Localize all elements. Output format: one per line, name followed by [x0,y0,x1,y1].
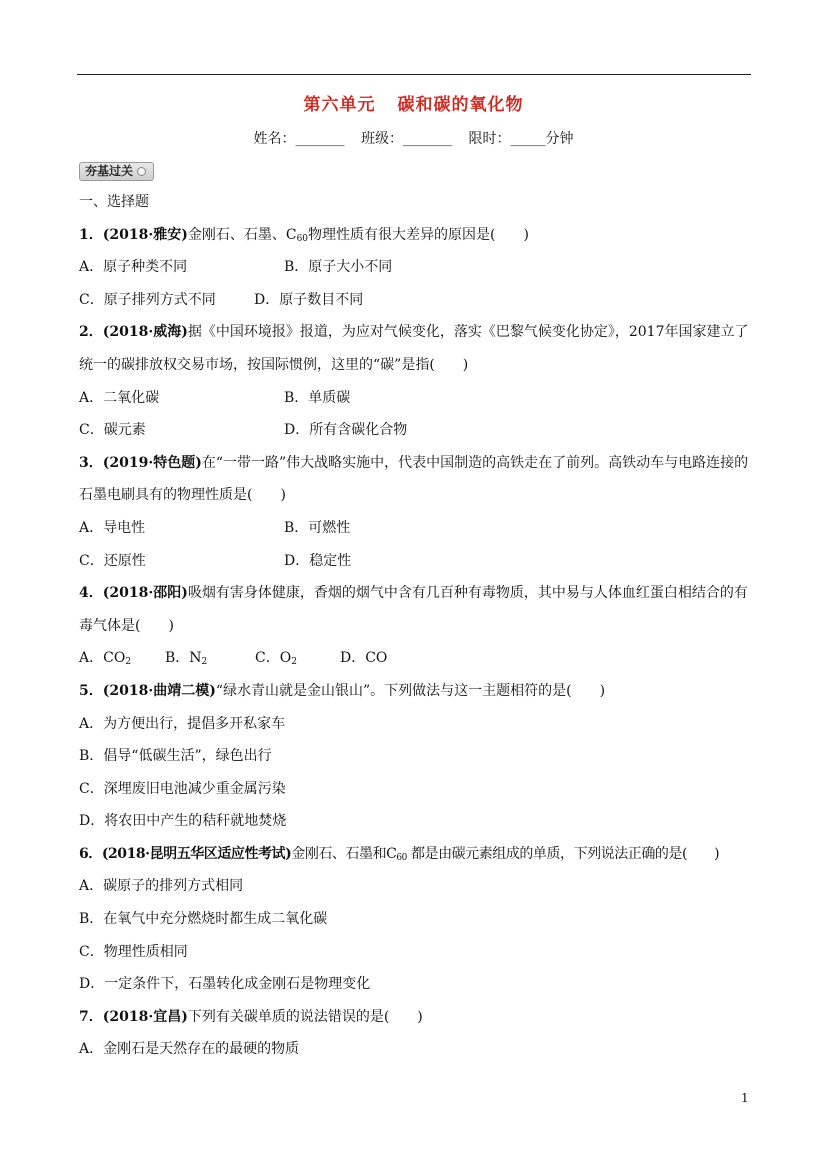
option-d: D．所有含碳化合物 [284,422,408,439]
option-b: B．$N_2$ [165,650,208,668]
option-d: D．稳定性 [284,552,352,569]
option-c: C．深埋废旧电池减少重金属污染 [79,780,286,797]
question-source: (2018·雅安) [102,226,188,243]
option-c: C．碳元素 [79,422,146,439]
question-1-stem: 1．(2018·雅安)金刚石、石墨、$C_{60}$物理性质有很大差异的原因是( ) [79,226,529,244]
option-d: D．将农田中产生的秸秆就地焚烧 [79,813,287,830]
option-c: C．物理性质相同 [79,943,188,960]
section-badge [79,162,154,181]
name-field: 姓名：_______ [253,131,345,147]
option-b: B．原子大小不同 [284,259,393,276]
option-d: D．一定条件下，石墨转化成金刚石是物理变化 [79,976,371,993]
question-2-options-cd [79,414,751,447]
question-number: 7． [79,1008,103,1025]
page-number: 1 [741,1091,749,1105]
question-1-options-cd [79,284,751,317]
option-a: A．导电性 [79,519,146,536]
question-2-stem: 2．(2018·威海)据《中国环境报》报道，为应对气候变化，落实《巴黎气候变化协定》，2017年国家建立了统一的碳排放权交易市场，按国际惯例，这里的“碳”是指( ) [79,324,749,373]
badge-circle-icon [137,167,146,176]
option-c: C．$O_2$ [255,650,297,668]
question-number: 3． [79,454,103,471]
question-number: 6． [79,845,102,862]
page-title [0,90,827,115]
option-a: A．为方便出行，提倡多开私家车 [79,715,286,732]
question-3-options-cd [79,545,751,578]
option-a: A．原子种类不同 [79,259,188,276]
option-c: C．原子排列方式不同 [79,291,216,308]
question-source: (2018·邵阳) [102,585,188,602]
question-7-stem: 7．(2018·宜昌)下列有关碳单质的说法错误的是( ) [79,1008,423,1025]
option-b: B．倡导“低碳生活”，绿色出行 [79,748,272,765]
question-source: (2018·曲靖二模) [102,682,216,699]
option-b: B．单质碳 [284,389,351,406]
question-source: (2019·特色题) [102,454,202,471]
question-4-options [79,642,751,675]
question-5-stem: 5．(2018·曲靖二模)“绿水青山就是金山银山”。下列做法与这一主题相符的是( ) [79,682,606,699]
question-number: 4． [79,585,103,602]
title-unit: 第六单元 [303,95,376,115]
option-b: B．在氧气中充分燃烧时都生成二氧化碳 [79,911,328,928]
student-info-line [0,128,827,148]
option-b: B．可燃性 [284,519,351,536]
question-4-stem: 4．(2018·邵阳)吸烟有害身体健康，香烟的烟气中含有几百种有毒物质，其中易与人体血红蛋白相结合的有毒气体是( ) [79,585,748,634]
question-source: (2018·昆明五华区适应性考试) [101,845,292,862]
option-a: A．$CO_2$ [79,650,132,668]
question-source: (2018·宜昌) [102,1008,188,1025]
question-number: 2． [79,324,103,341]
question-list [79,186,751,1066]
question-2-options-ab [79,382,751,415]
question-1-options-ab [79,251,751,284]
title-topic: 碳和碳的氧化物 [397,95,524,115]
question-3-options-ab [79,512,751,545]
time-limit-field: 限时：_____分钟 [468,131,574,147]
option-c: C．还原性 [79,552,146,569]
badge-label: 夯基过关 [85,164,134,178]
question-number: 5． [79,682,103,699]
class-field: 班级：_______ [361,131,452,147]
option-d: D．CO [340,650,388,667]
section-heading: 一、选择题 [79,194,149,210]
header-rule [77,74,751,75]
option-a: A．二氧化碳 [79,389,160,406]
question-6-stem: 6．(2018·昆明五华区适应性考试)金刚石、石墨和$C_{60}$ 都是由碳元素组成的单质，下列说法正确的是( ) [79,845,720,863]
question-3-stem: 3．(2019·特色题)在“一带一路”伟大战略实施中，代表中国制造的高铁走在了前列。高铁动车与电路连接的石墨电刷具有的物理性质是( ) [79,454,749,504]
question-source: (2018·威海) [102,324,188,341]
option-a: A．金刚石是天然存在的最硬的物质 [79,1041,300,1058]
question-number: 1． [79,226,103,243]
option-a: A．碳原子的排列方式相同 [79,878,244,895]
option-d: D．原子数目不同 [254,291,364,308]
